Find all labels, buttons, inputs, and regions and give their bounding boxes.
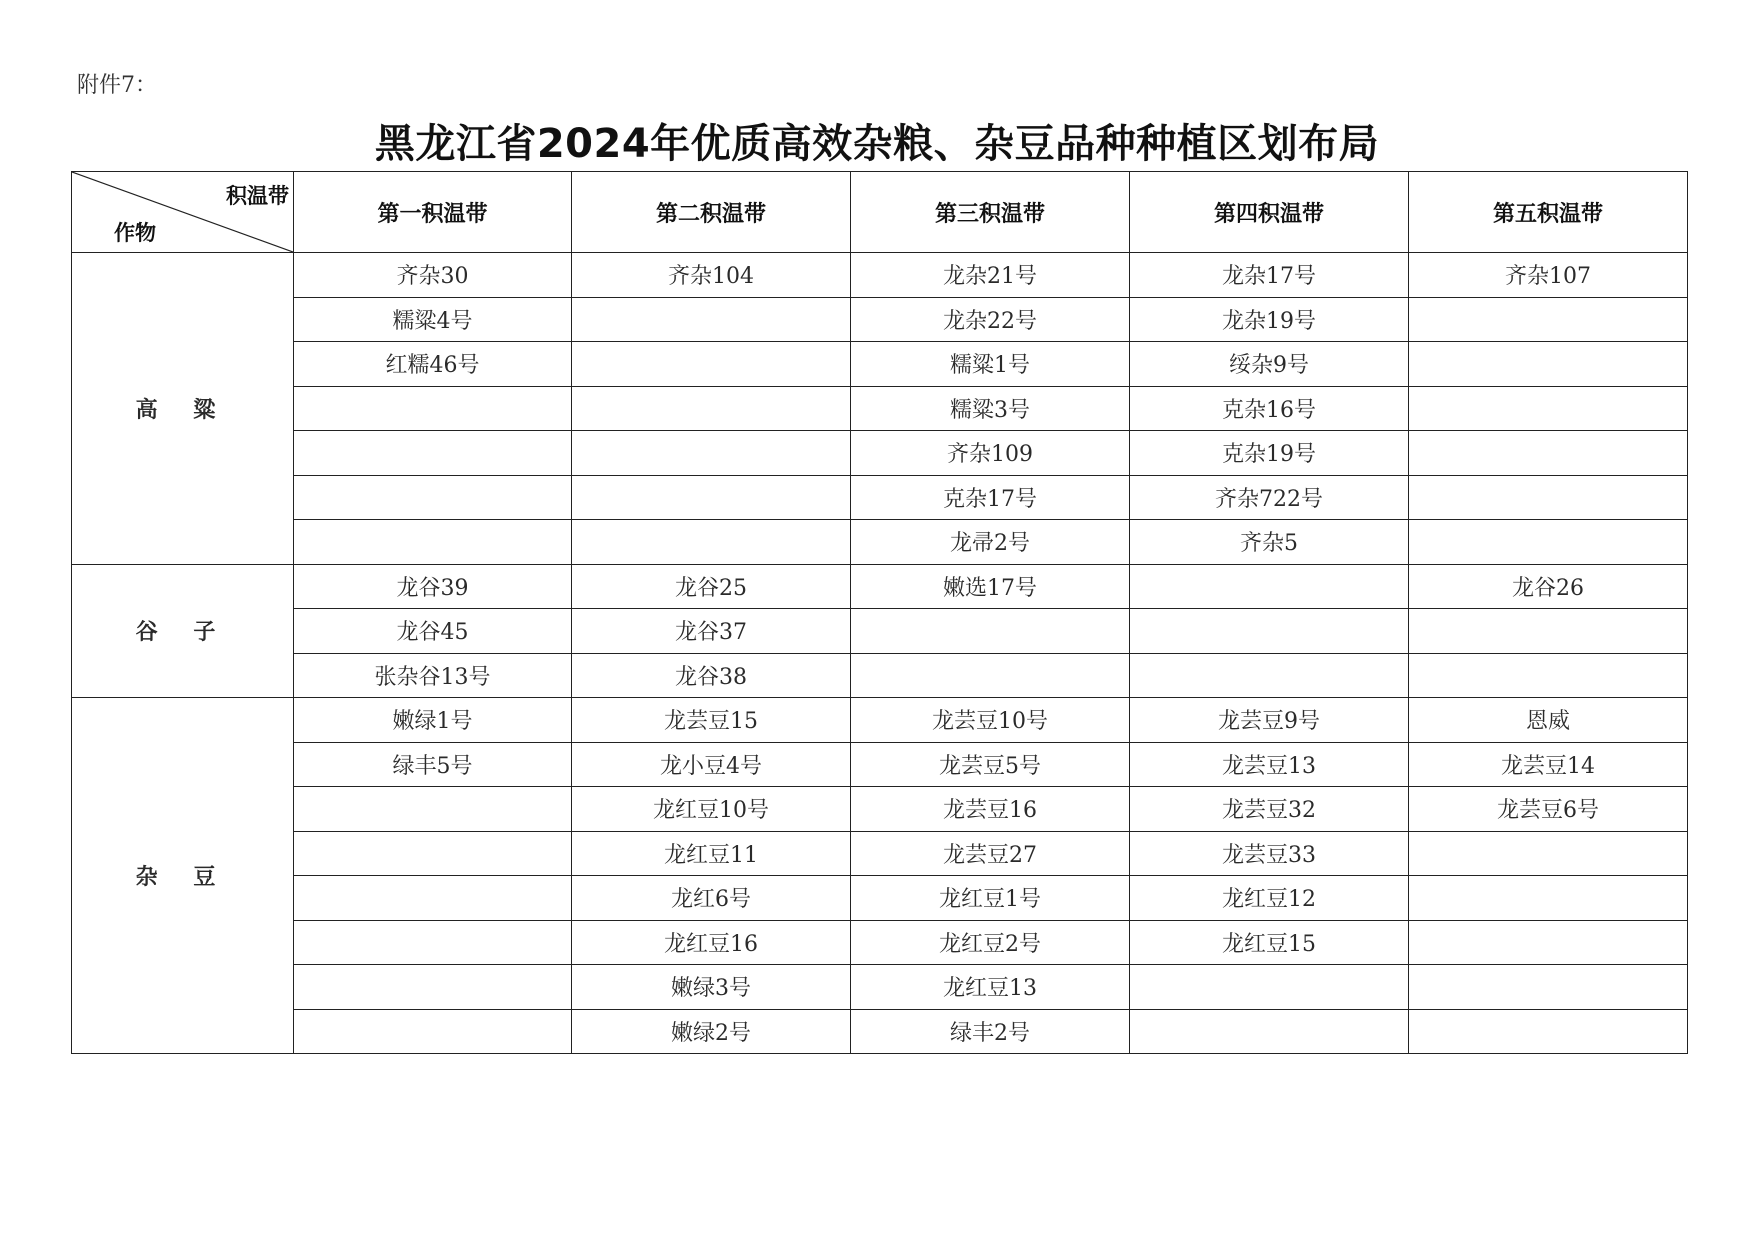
attachment-label: 附件7： xyxy=(77,73,157,98)
table-row xyxy=(72,1009,1688,1054)
table-row xyxy=(72,831,1688,876)
variety-cell xyxy=(294,787,572,832)
variety-cell: 齐杂104 xyxy=(572,253,851,298)
table-row xyxy=(72,564,1688,609)
table-row xyxy=(72,698,1688,743)
variety-cell: 齐杂5 xyxy=(1130,520,1409,565)
variety-cell xyxy=(1409,342,1688,387)
variety-cell: 嫩选17号 xyxy=(851,564,1130,609)
variety-cell xyxy=(1130,609,1409,654)
variety-cell xyxy=(851,609,1130,654)
variety-cell xyxy=(1409,431,1688,476)
variety-cell xyxy=(294,920,572,965)
variety-cell: 龙芸豆6号 xyxy=(1409,787,1688,832)
variety-cell: 糯粱3号 xyxy=(851,386,1130,431)
table-row xyxy=(72,787,1688,832)
table-header-row xyxy=(72,172,1688,253)
variety-cell: 龙杂21号 xyxy=(851,253,1130,298)
variety-cell: 龙芸豆14 xyxy=(1409,742,1688,787)
crop-label-cell: 谷 子 xyxy=(72,564,294,698)
variety-cell xyxy=(294,520,572,565)
variety-cell xyxy=(1130,653,1409,698)
variety-cell: 龙谷37 xyxy=(572,609,851,654)
variety-cell xyxy=(572,520,851,565)
variety-cell: 龙红豆1号 xyxy=(851,876,1130,921)
variety-cell: 克杂17号 xyxy=(851,475,1130,520)
header-corner-cell xyxy=(72,172,294,253)
crop-label-cell: 高 粱 xyxy=(72,253,294,565)
table-row xyxy=(72,920,1688,965)
variety-cell xyxy=(294,876,572,921)
variety-cell xyxy=(1409,386,1688,431)
variety-cell xyxy=(1409,831,1688,876)
column-header-zone: 第一积温带 xyxy=(294,172,572,253)
variety-cell: 嫩绿3号 xyxy=(572,965,851,1010)
variety-cell xyxy=(294,475,572,520)
table-row xyxy=(72,475,1688,520)
variety-cell xyxy=(294,1009,572,1054)
variety-cell xyxy=(294,431,572,476)
document-title: 黑龙江省2024年优质高效杂粮、杂豆品种种植区划布局 xyxy=(374,121,1380,167)
variety-cell xyxy=(572,297,851,342)
variety-cell: 龙红豆13 xyxy=(851,965,1130,1010)
variety-cell: 龙谷26 xyxy=(1409,564,1688,609)
table-row xyxy=(72,520,1688,565)
variety-cell: 龙芸豆9号 xyxy=(1130,698,1409,743)
variety-cell: 龙红豆12 xyxy=(1130,876,1409,921)
variety-cell: 龙帚2号 xyxy=(851,520,1130,565)
variety-cell: 龙红6号 xyxy=(572,876,851,921)
variety-cell: 克杂19号 xyxy=(1130,431,1409,476)
variety-cell: 糯粱1号 xyxy=(851,342,1130,387)
variety-cell: 恩威 xyxy=(1409,698,1688,743)
variety-cell xyxy=(1409,475,1688,520)
table-row xyxy=(72,342,1688,387)
variety-cell: 龙红豆10号 xyxy=(572,787,851,832)
variety-cell: 龙谷25 xyxy=(572,564,851,609)
table-row xyxy=(72,653,1688,698)
variety-cell: 龙红豆11 xyxy=(572,831,851,876)
column-header-zone: 第二积温带 xyxy=(572,172,851,253)
variety-cell: 龙红豆15 xyxy=(1130,920,1409,965)
variety-cell: 龙杂17号 xyxy=(1130,253,1409,298)
variety-cell xyxy=(572,386,851,431)
table-row xyxy=(72,431,1688,476)
variety-cell: 龙芸豆33 xyxy=(1130,831,1409,876)
variety-cell: 龙芸豆10号 xyxy=(851,698,1130,743)
variety-cell: 龙红豆2号 xyxy=(851,920,1130,965)
column-header-zone: 第五积温带 xyxy=(1409,172,1688,253)
column-header-zone: 第三积温带 xyxy=(851,172,1130,253)
variety-cell xyxy=(572,475,851,520)
variety-cell xyxy=(1409,297,1688,342)
table-row xyxy=(72,386,1688,431)
variety-cell: 齐杂30 xyxy=(294,253,572,298)
variety-cell: 龙芸豆5号 xyxy=(851,742,1130,787)
table-row xyxy=(72,876,1688,921)
variety-cell: 龙杂19号 xyxy=(1130,297,1409,342)
variety-cell xyxy=(1409,965,1688,1010)
variety-cell xyxy=(1409,920,1688,965)
variety-cell: 绿丰5号 xyxy=(294,742,572,787)
variety-cell: 嫩绿1号 xyxy=(294,698,572,743)
variety-cell: 红糯46号 xyxy=(294,342,572,387)
corner-label-zone: 积温带 xyxy=(226,184,289,208)
corner-label-crop: 作物 xyxy=(114,221,156,245)
table-row xyxy=(72,297,1688,342)
variety-cell xyxy=(294,965,572,1010)
variety-cell: 克杂16号 xyxy=(1130,386,1409,431)
variety-cell xyxy=(572,342,851,387)
variety-cell: 龙芸豆13 xyxy=(1130,742,1409,787)
variety-cell: 龙芸豆15 xyxy=(572,698,851,743)
variety-cell xyxy=(294,386,572,431)
variety-cell: 嫩绿2号 xyxy=(572,1009,851,1054)
table-row xyxy=(72,742,1688,787)
variety-cell xyxy=(1130,1009,1409,1054)
variety-cell: 齐杂722号 xyxy=(1130,475,1409,520)
variety-cell xyxy=(1409,609,1688,654)
variety-cell xyxy=(1130,965,1409,1010)
variety-cell: 龙杂22号 xyxy=(851,297,1130,342)
variety-cell xyxy=(851,653,1130,698)
table-row xyxy=(72,253,1688,298)
planting-layout-table xyxy=(71,171,1688,1054)
variety-cell: 龙芸豆16 xyxy=(851,787,1130,832)
variety-cell xyxy=(1409,876,1688,921)
variety-cell: 龙红豆16 xyxy=(572,920,851,965)
variety-cell: 龙小豆4号 xyxy=(572,742,851,787)
variety-cell xyxy=(1409,520,1688,565)
variety-cell: 龙谷38 xyxy=(572,653,851,698)
crop-label-cell: 杂 豆 xyxy=(72,698,294,1054)
variety-cell: 齐杂107 xyxy=(1409,253,1688,298)
variety-cell: 绿丰2号 xyxy=(851,1009,1130,1054)
table-row xyxy=(72,609,1688,654)
variety-cell xyxy=(1130,564,1409,609)
variety-cell xyxy=(294,831,572,876)
variety-cell xyxy=(1409,1009,1688,1054)
variety-cell: 张杂谷13号 xyxy=(294,653,572,698)
variety-cell: 糯粱4号 xyxy=(294,297,572,342)
table-row xyxy=(72,965,1688,1010)
variety-cell: 齐杂109 xyxy=(851,431,1130,476)
variety-cell xyxy=(572,431,851,476)
variety-cell: 龙谷39 xyxy=(294,564,572,609)
variety-cell: 绥杂9号 xyxy=(1130,342,1409,387)
variety-cell xyxy=(1409,653,1688,698)
variety-cell: 龙芸豆27 xyxy=(851,831,1130,876)
variety-cell: 龙谷45 xyxy=(294,609,572,654)
variety-cell: 龙芸豆32 xyxy=(1130,787,1409,832)
column-header-zone: 第四积温带 xyxy=(1130,172,1409,253)
